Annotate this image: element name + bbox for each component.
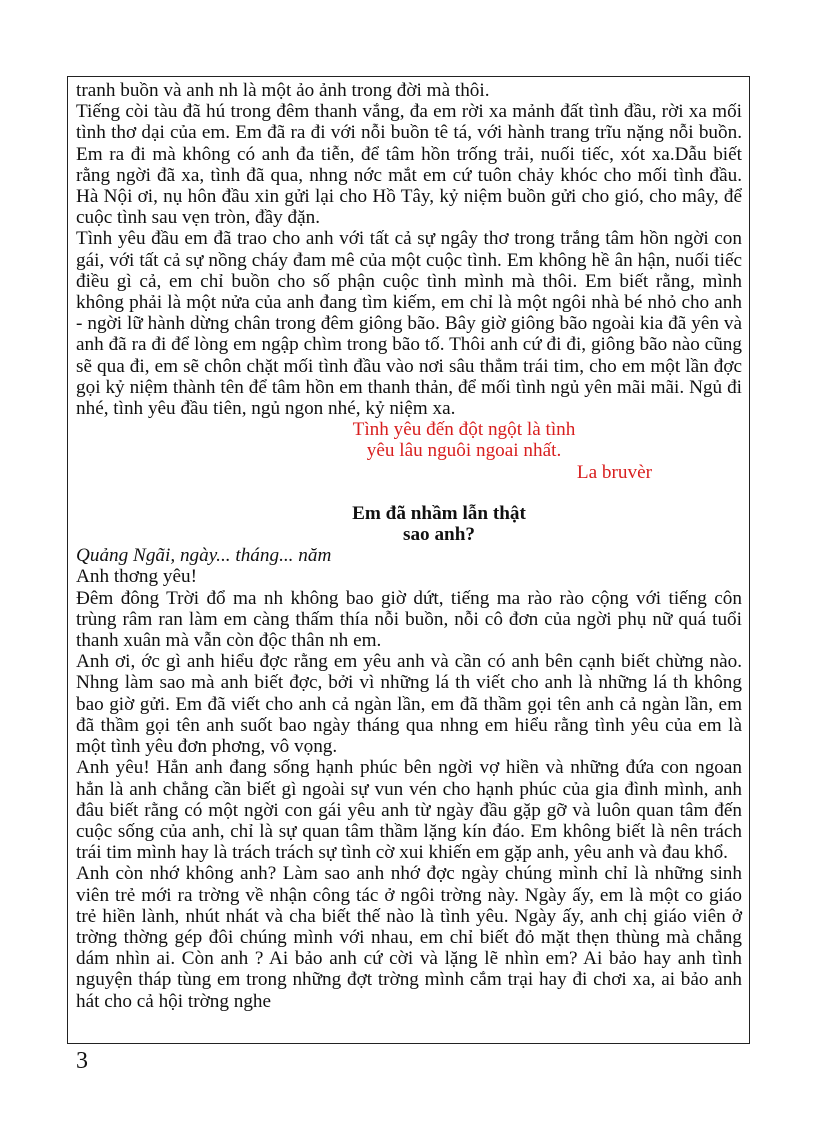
quote-author: La bruvèr xyxy=(576,461,652,483)
paragraph: tranh buồn và anh nh là một ảo ảnh trong đời mà thôi. xyxy=(76,80,490,101)
paragraph: Anh ơi, ớc gì anh hiểu đợc rằng em yêu anh và cần có anh bên cạnh biết chừng nào. Nhng làm sao mà anh biết đợc, bởi vì những lá th viết cho anh là những lá th không bao giờ gửi. Em đã viết cho anh cả ngàn lần, em đã thầm gọi tên anh cả ngàn lần, em đã thầm gọi tên anh suốt bao ngày tháng qua nhng em hiểu rằng tình yêu của em là một tình yêu đơn phơng, vô vọng. xyxy=(76,651,742,758)
paragraph: Tình yêu đầu em đã trao cho anh với tất cả sự ngây thơ trong trắng tâm hồn ngời con gái, với tất cả sự nồng cháy đam mê của một cuộc tình. Em không hề ân hận, nuối tiếc điều gì cả, em chỉ buồn cho số phận cuộc tình mình mà thôi. Em biết rằng, mình không phải là một nửa của anh đang tìm kiếm, em chỉ là một ngôi nhà bé nhỏ cho anh - ngời lữ hành dừng chân trong đêm giông bão. Bây giờ giông bão ngoài kia đã yên và anh đã ra đi để lòng em ngập chìm trong bão tố. Thôi anh cứ đi đi, giông bão nào cũng sẽ qua đi, em sẽ chôn chặt mối tình đầu vào nơi sâu thẳm trái tim, cho em một lần đợc gọi kỷ niệm thành tên để tâm hồn em thanh thản, để mối tình ngủ yên mãi mãi. Ngủ đi nhé, tình yêu đầu tiên, ngủ ngon nhé, kỷ niệm xa. xyxy=(76,228,742,420)
page-number: 3 xyxy=(76,1048,88,1074)
quote-line-2: yêu lâu nguôi ngoai nhất. xyxy=(366,440,562,462)
paragraph: Anh yêu! Hẳn anh đang sống hạnh phúc bên ngời vợ hiền và những đứa con ngoan hẳn là anh chẳng cần biết gì ngoài sự vun vén cho hạnh phúc của gia đình mình, anh đâu biết rằng có một ngời con gái yêu anh từ ngày đầu gặp gỡ và luôn quan tâm đến cuộc sống của anh, chỉ là sự quan tâm thầm lặng kín đáo. Em không biết là nên trách trái tim mình hay là trách trách sự tình cờ xui khiến em gặp anh, yêu anh và đau khổ. xyxy=(76,757,742,864)
title-line-2: sao anh? xyxy=(403,524,475,546)
dateline: Quảng Ngãi, ngày... tháng... năm xyxy=(76,545,332,567)
section-title xyxy=(76,503,742,545)
paragraph: Tiếng còi tàu đã hú trong đêm thanh vắng, đa em rời xa mảnh đất tình đầu, rời xa mối tình thơ dại của em. Em đã ra đi với nỗi buồn tê tá, với hành trang trĩu nặng nỗi buồn. Em ra đi mà không có anh đa tiễn, để tâm hồn trống trải, nuối tiếc, xót xa.Dẫu biết rằng ngời đã xa, tình đã qua, nhng nớc mắt em cứ tuôn chảy khóc cho mối tình đầu. Hà Nội ơi, nụ hôn đầu xin gửi lại cho Hồ Tây, kỷ niệm buồn gửi cho gió, cho mây, để cuộc tình sau vẹn tròn, đầy đặn. xyxy=(76,101,742,229)
paragraph: Anh còn nhớ không anh? Làm sao anh nhớ đợc ngày chúng mình chỉ là những sinh viên trẻ mới ra trờng về nhận công tác ở ngôi trờng này. Ngày ấy, em là một co giáo trẻ hiền lành, nhút nhát và cha biết thế nào là tình yêu. Ngày ấy, anh chị giáo viên ở trờng thờng gép đôi chúng mình với nhau, em chỉ biết đỏ mặt thẹn thùng mà chẳng dám nhìn ai. Còn anh ? Ai bảo anh cứ cời và lặng lẽ nhìn em? Ai bảo hay anh tình nguyện tháp tùng em trong những đợt trờng mình cắm trại hay đi chơi xa, ai bảo anh hát cho cả hội trờng nghe xyxy=(76,863,742,1012)
quote-line-1: Tình yêu đến đột ngột là tình xyxy=(352,419,576,441)
title-line-1: Em đã nhầm lẫn thật xyxy=(352,502,526,524)
page-content xyxy=(76,80,742,1012)
epigraph-quote xyxy=(76,419,742,483)
greeting: Anh thơng yêu! xyxy=(76,566,197,588)
paragraph: Đêm đông Trời đổ ma nh không bao giờ dứt, tiếng ma rào rào cộng với tiếng côn trùng râm ran làm em càng thấm thía nỗi buồn, nỗi cô đơn của ngời phụ nữ quá tuổi thanh xuân mà vẫn còn độc thân nh em. xyxy=(76,587,742,652)
